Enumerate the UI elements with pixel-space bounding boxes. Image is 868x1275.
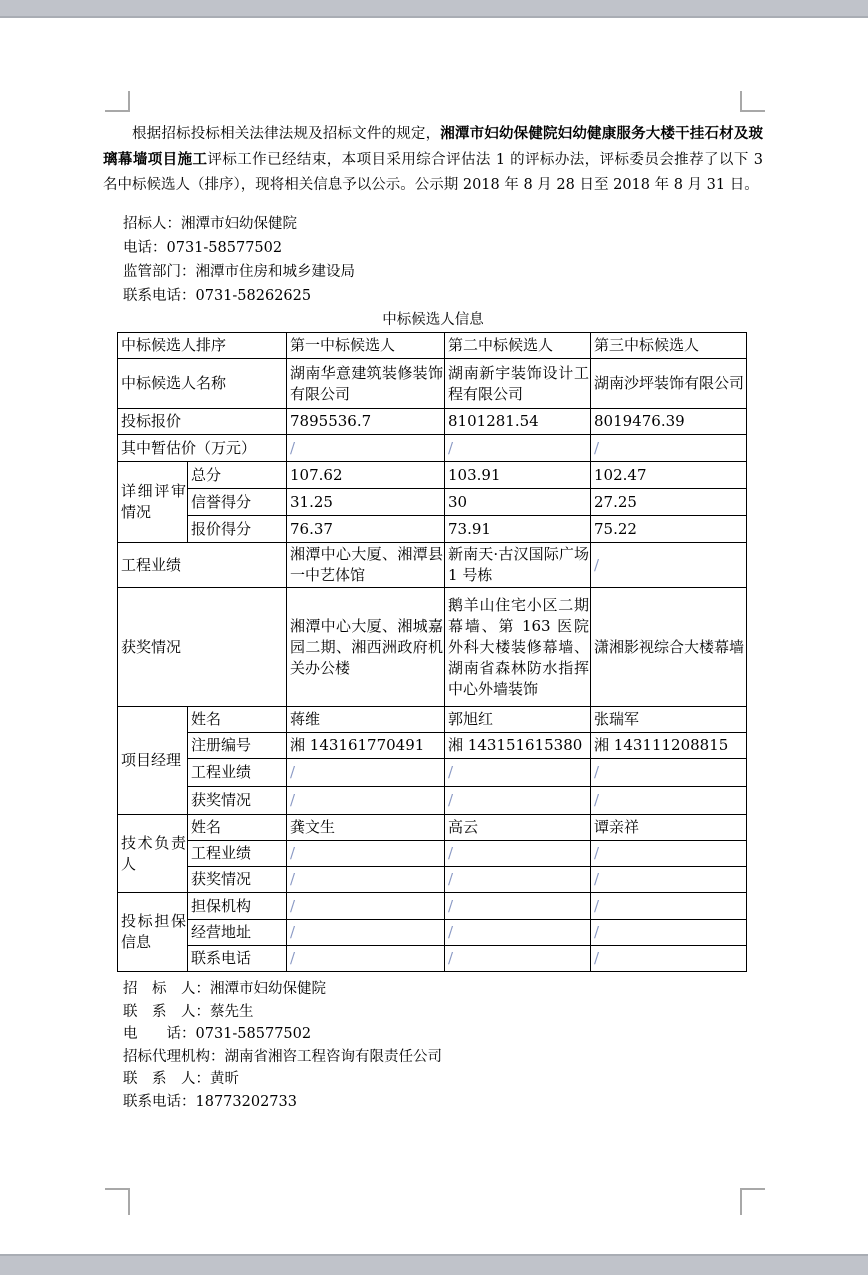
tenderer-info-block	[123, 212, 763, 308]
table-row	[118, 946, 747, 972]
awards-cell: 潇湘影视综合大楼幕墙	[591, 588, 747, 707]
manager-performance-label: 工程业绩	[188, 759, 287, 787]
estimate-cell: /	[591, 435, 747, 462]
awards-cell: 鹅羊山住宅小区二期幕墙、第 163 医院外科大楼装修幕墙、湖南省森林防水指挥中心外墙装饰	[445, 588, 591, 707]
performance-cell: 湘潭中心大厦、湘潭县一中艺体馆	[287, 543, 445, 588]
tech-performance-label: 工程业绩	[188, 841, 287, 867]
bond-address-cell: /	[591, 920, 747, 946]
bond-phone-label: 联系电话	[188, 946, 287, 972]
manager-performance-cell: /	[287, 759, 445, 787]
table-row	[118, 920, 747, 946]
credit-score-cell: 27.25	[591, 489, 747, 516]
bond-address-label: 经营地址	[188, 920, 287, 946]
price-score-cell: 76.37	[287, 516, 445, 543]
tech-awards-cell: /	[287, 867, 445, 893]
tech-performance-cell: /	[445, 841, 591, 867]
intro-text-2: 评标工作已经结束，本项目采用综合评估法 1 的评标办法，评标委员会推荐了以下 3 名中标候选人（排序），现将相关信息予以公示。公示期 2018 年 8 月 28 日至 2018 年 8 月 31 日。	[103, 151, 764, 193]
bond-phone-cell: /	[591, 946, 747, 972]
manager-name-cell: 蒋维	[287, 707, 445, 733]
manager-awards-cell: /	[591, 787, 747, 815]
table-row	[118, 435, 747, 462]
estimate-row-label: 其中暂估价（万元）	[118, 435, 287, 462]
footer-agency-phone-line: 联系电话：18773202733	[123, 1093, 297, 1110]
candidate-name-cell: 湖南华意建筑装修装饰有限公司	[287, 359, 445, 409]
total-score-cell: 107.62	[287, 462, 445, 489]
performance-cell: /	[591, 543, 747, 588]
awards-row-label: 获奖情况	[118, 588, 287, 707]
tenderer-phone-line: 电话：0731-58577502	[123, 240, 283, 256]
total-score-cell: 103.91	[445, 462, 591, 489]
tech-name-cell: 高云	[445, 815, 591, 841]
candidate-name-cell: 湖南新宇装饰设计工程有限公司	[445, 359, 591, 409]
name-row-label: 中标候选人名称	[118, 359, 287, 409]
credit-score-cell: 30	[445, 489, 591, 516]
bid-price-cell: 7895536.7	[287, 409, 445, 435]
intro-text-1: 根据招标投标相关法律法规及招标文件的规定，	[132, 125, 441, 142]
header-rank-label: 中标候选人排序	[118, 333, 287, 359]
table-row	[118, 462, 747, 489]
table-row	[118, 841, 747, 867]
table-row	[118, 787, 747, 815]
table-row	[118, 516, 747, 543]
footer-phone-line: 电 话：0731-58577502	[123, 1026, 312, 1042]
header-second-candidate: 第二中标候选人	[445, 333, 591, 359]
table-row	[118, 893, 747, 920]
document-page	[103, 106, 763, 1113]
price-score-label: 报价得分	[188, 516, 287, 543]
bond-agency-cell: /	[591, 893, 747, 920]
bond-agency-cell: /	[445, 893, 591, 920]
table-row	[118, 707, 747, 733]
bond-phone-cell: /	[287, 946, 445, 972]
bond-agency-cell: /	[287, 893, 445, 920]
tenderer-line: 招标人：湘潭市妇幼保健院	[123, 216, 297, 232]
table-row	[118, 815, 747, 841]
performance-cell: 新南天·古汉国际广场 1 号栋	[445, 543, 591, 588]
awards-cell: 湘潭中心大厦、湘城嘉园二期、湘西洲政府机关办公楼	[287, 588, 445, 707]
manager-name-label: 姓名	[188, 707, 287, 733]
footer-agency-line: 招标代理机构：湖南省湘咨工程咨询有限责任公司	[123, 1048, 442, 1065]
manager-regno-cell: 湘 143161770491	[287, 733, 445, 759]
header-third-candidate: 第三中标候选人	[591, 333, 747, 359]
footer-agency-contact-line: 联 系 人：黄昕	[123, 1071, 239, 1087]
tech-group-label: 技术负责人	[118, 815, 188, 893]
bond-group-label: 投标担保信息	[118, 893, 188, 972]
outside-page-bar-top	[0, 0, 868, 18]
table-row	[118, 543, 747, 588]
manager-awards-cell: /	[445, 787, 591, 815]
bid-price-cell: 8019476.39	[591, 409, 747, 435]
credit-score-cell: 31.25	[287, 489, 445, 516]
text-boundary-mark-bottom-right	[740, 1188, 765, 1215]
project-name-bold: 湘潭市妇幼保健院妇幼健康服务大楼干挂石材及玻璃幕墙项目施工	[103, 124, 763, 168]
tech-performance-cell: /	[287, 841, 445, 867]
price-score-cell: 73.91	[445, 516, 591, 543]
candidates-table	[117, 332, 747, 972]
tech-name-cell: 龚文生	[287, 815, 445, 841]
tech-awards-label: 获奖情况	[188, 867, 287, 893]
performance-row-label: 工程业绩	[118, 543, 287, 588]
manager-regno-label: 注册编号	[188, 733, 287, 759]
bond-address-cell: /	[445, 920, 591, 946]
total-score-cell: 102.47	[591, 462, 747, 489]
manager-regno-cell: 湘 143111208815	[591, 733, 747, 759]
bond-agency-label: 担保机构	[188, 893, 287, 920]
table-row	[118, 359, 747, 409]
footer-contact-line: 联 系 人：蔡先生	[123, 1003, 254, 1020]
manager-awards-cell: /	[287, 787, 445, 815]
manager-name-cell: 张瑞军	[591, 707, 747, 733]
bond-phone-cell: /	[445, 946, 591, 972]
candidate-name-cell: 湖南沙坪装饰有限公司	[591, 359, 747, 409]
table-row	[118, 733, 747, 759]
tech-performance-cell: /	[591, 841, 747, 867]
intro-paragraph	[103, 121, 763, 198]
header-first-candidate: 第一中标候选人	[287, 333, 445, 359]
bid-price-cell: 8101281.54	[445, 409, 591, 435]
tech-name-cell: 谭亲祥	[591, 815, 747, 841]
table-title: 中标候选人信息	[382, 312, 484, 328]
tech-awards-cell: /	[445, 867, 591, 893]
manager-name-cell: 郭旭红	[445, 707, 591, 733]
table-row	[118, 867, 747, 893]
manager-regno-cell: 湘 143151615380	[445, 733, 591, 759]
tech-awards-cell: /	[591, 867, 747, 893]
price-row-label: 投标报价	[118, 409, 287, 435]
estimate-cell: /	[287, 435, 445, 462]
estimate-cell: /	[445, 435, 591, 462]
price-score-cell: 75.22	[591, 516, 747, 543]
manager-performance-cell: /	[445, 759, 591, 787]
footer-tenderer-line: 招 标 人：湘潭市妇幼保健院	[123, 981, 326, 997]
footer-contact-block	[123, 978, 763, 1113]
table-row	[118, 759, 747, 787]
manager-performance-cell: /	[591, 759, 747, 787]
manager-group-label: 项目经理	[118, 707, 188, 815]
text-boundary-mark-bottom-left	[105, 1188, 130, 1215]
supervision-phone-line: 联系电话：0731-58262625	[123, 288, 312, 304]
table-row	[118, 409, 747, 435]
table-row	[118, 333, 747, 359]
review-group-label: 详细评审情况	[118, 462, 188, 543]
outside-page-bar-bottom	[0, 1254, 868, 1275]
credit-score-label: 信誉得分	[188, 489, 287, 516]
bond-address-cell: /	[287, 920, 445, 946]
table-row	[118, 588, 747, 707]
tech-name-label: 姓名	[188, 815, 287, 841]
manager-awards-label: 获奖情况	[188, 787, 287, 815]
total-score-label: 总分	[188, 462, 287, 489]
supervision-dept-line: 监管部门：湘潭市住房和城乡建设局	[123, 264, 355, 280]
table-row	[118, 489, 747, 516]
